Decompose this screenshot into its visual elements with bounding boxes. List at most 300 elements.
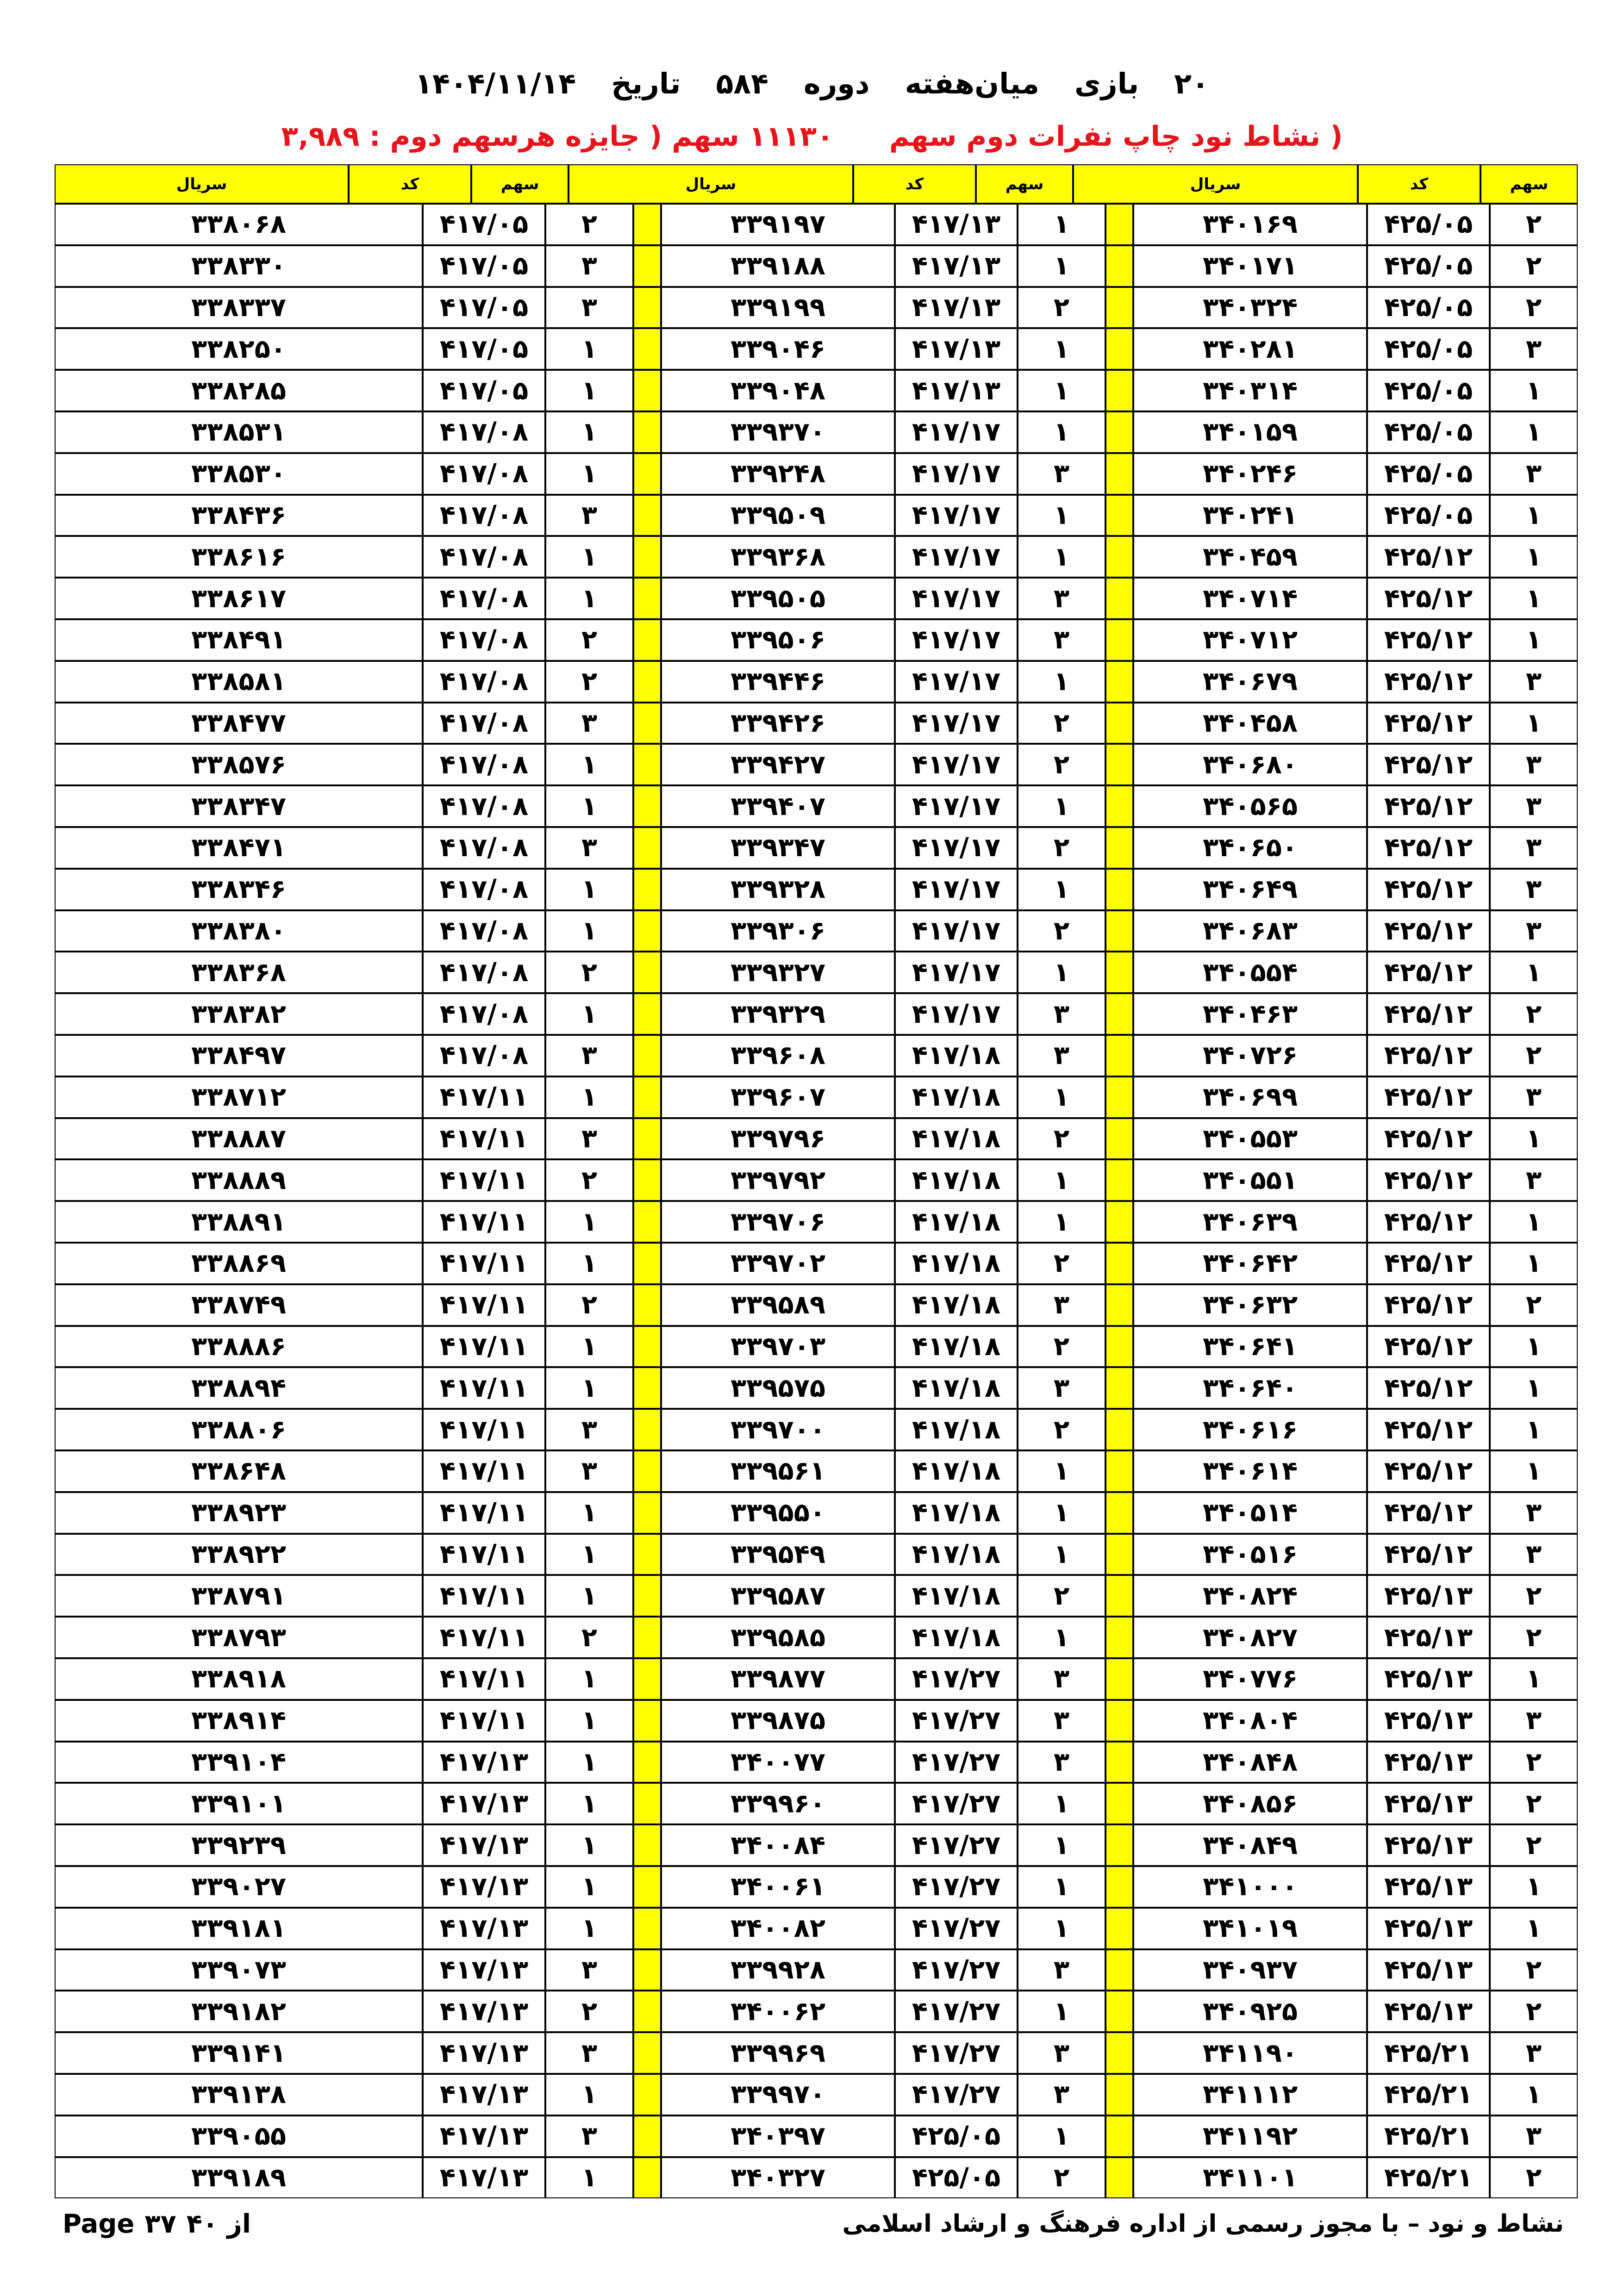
cell-code: ۴۲۵/۰۵	[1367, 370, 1490, 411]
separator-cell	[633, 1742, 661, 1783]
cell-serial: ۳۳۹۸۷۵	[661, 1700, 895, 1742]
cell-code: ۴۱۷/۱۸	[895, 1367, 1018, 1409]
separator-cell	[633, 1243, 661, 1284]
page-indicator	[62, 2203, 261, 2245]
cell-code: ۴۲۵/۱۲	[1367, 785, 1490, 827]
cell-code: ۴۲۵/۱۲	[1367, 1243, 1490, 1284]
cell-code: ۴۱۷/۱۱	[423, 1409, 545, 1450]
cell-serial: ۳۳۹۳۲۷	[661, 952, 895, 993]
cell-code: ۴۱۷/۱۱	[423, 1575, 545, 1617]
cell-code: ۴۱۷/۱۳	[423, 1742, 545, 1783]
cell-serial: ۳۳۹۱۳۸	[55, 2074, 423, 2116]
cell-serial: ۳۴۰۲۴۶	[1133, 453, 1367, 495]
cell-code: ۴۱۷/۰۸	[423, 785, 545, 827]
cell-serial: ۳۳۸۸۸۷	[55, 1118, 423, 1160]
cell-code: ۴۲۵/۰۵	[1367, 411, 1490, 453]
separator-cell	[633, 869, 661, 910]
cell-code: ۴۱۷/۱۱	[423, 1367, 545, 1409]
cell-share: ۳	[1018, 1367, 1106, 1409]
cell-share: ۱	[545, 453, 633, 495]
separator-cell	[1106, 1367, 1133, 1409]
cell-serial: ۳۳۹۷۰۰	[661, 1409, 895, 1450]
cell-code: ۴۱۷/۱۸	[895, 1409, 1018, 1450]
subtitle-line	[0, 111, 1624, 162]
cell-code: ۴۱۷/۱۸	[895, 1617, 1018, 1658]
cell-share: ۳	[1018, 2032, 1106, 2074]
separator-cell	[1106, 578, 1133, 619]
cell-share: ۲	[1018, 1118, 1106, 1160]
cell-serial: ۳۴۰۷۱۲	[1133, 619, 1367, 661]
cell-share: ۳	[545, 1118, 633, 1160]
cell-serial: ۳۳۹۱۸۱	[55, 1908, 423, 1949]
column-header-share: سهم	[1480, 164, 1578, 204]
cell-share: ۱	[1490, 2074, 1578, 2116]
cell-serial: ۳۳۹۶۰۸	[661, 1035, 895, 1076]
cell-code: ۴۱۷/۰۸	[423, 578, 545, 619]
page-total: از ۴۰	[186, 2209, 251, 2239]
cell-code: ۴۱۷/۱۸	[895, 1575, 1018, 1617]
cell-share: ۳	[1018, 578, 1106, 619]
cell-code: ۴۱۷/۱۷	[895, 869, 1018, 910]
cell-code: ۴۲۵/۰۵	[1367, 328, 1490, 370]
cell-serial: ۳۳۸۸۸۹	[55, 1159, 423, 1201]
cell-code: ۴۱۷/۱۸	[895, 1159, 1018, 1201]
separator-cell	[633, 1991, 661, 2032]
cell-code: ۴۲۵/۱۳	[1367, 1908, 1490, 1949]
cell-serial: ۳۳۹۹۲۸	[661, 1949, 895, 1991]
cell-serial: ۳۴۰۶۵۰	[1133, 827, 1367, 869]
cell-serial: ۳۴۰۳۱۴	[1133, 370, 1367, 411]
cell-code: ۴۱۷/۲۷	[895, 2032, 1018, 2074]
cell-code: ۴۱۷/۲۷	[895, 1783, 1018, 1824]
separator-cell	[633, 827, 661, 869]
cell-share: ۱	[1018, 1783, 1106, 1824]
separator-cell	[1106, 1534, 1133, 1575]
cell-serial: ۳۴۰۰۸۴	[661, 1824, 895, 1866]
cell-share: ۱	[1490, 1118, 1578, 1160]
cell-code: ۴۱۷/۱۱	[423, 1284, 545, 1326]
cell-share: ۱	[1490, 411, 1578, 453]
cell-code: ۴۱۷/۱۳	[423, 1783, 545, 1824]
cell-share: ۳	[1490, 1700, 1578, 1742]
cell-serial: ۳۴۰۶۸۳	[1133, 910, 1367, 952]
page-word: Page	[62, 2209, 135, 2239]
cell-serial: ۳۳۸۸۹۴	[55, 1367, 423, 1409]
separator-cell	[633, 1326, 661, 1368]
cell-code: ۴۱۷/۱۸	[895, 1035, 1018, 1076]
cell-share: ۳	[545, 245, 633, 287]
cell-serial: ۳۴۰۸۴۹	[1133, 1824, 1367, 1866]
cell-code: ۴۱۷/۱۸	[895, 1201, 1018, 1243]
separator-cell	[633, 1949, 661, 1991]
separator-cell	[633, 1575, 661, 1617]
cell-code: ۴۱۷/۱۸	[895, 1284, 1018, 1326]
cell-share: ۲	[1018, 1575, 1106, 1617]
separator-cell	[1106, 744, 1133, 785]
separator-cell	[1106, 536, 1133, 578]
column-header-serial: سریال	[55, 164, 349, 204]
cell-code: ۴۱۷/۱۱	[423, 1617, 545, 1658]
cell-serial: ۳۳۹۰۷۳	[55, 1949, 423, 1991]
cell-serial: ۳۴۰۸۲۷	[1133, 1617, 1367, 1658]
separator-cell	[1106, 1326, 1133, 1368]
cell-share: ۳	[1018, 993, 1106, 1035]
cell-serial: ۳۳۹۱۸۹	[55, 2157, 423, 2199]
cell-share: ۲	[1018, 703, 1106, 744]
cell-serial: ۳۴۰۸۵۶	[1133, 1783, 1367, 1824]
cell-code: ۴۱۷/۱۷	[895, 453, 1018, 495]
separator-cell	[633, 2116, 661, 2157]
cell-code: ۴۲۵/۰۵	[895, 2157, 1018, 2199]
cell-code: ۴۲۵/۱۲	[1367, 910, 1490, 952]
cell-serial: ۳۴۰۸۴۸	[1133, 1742, 1367, 1783]
cell-serial: ۳۴۰۱۷۱	[1133, 245, 1367, 287]
column-header-code: کد	[853, 164, 976, 204]
cell-code: ۴۱۷/۲۷	[895, 1742, 1018, 1783]
cell-share: ۱	[1018, 785, 1106, 827]
cell-serial: ۳۴۰۶۸۰	[1133, 744, 1367, 785]
cell-serial: ۳۴۰۵۱۴	[1133, 1492, 1367, 1534]
separator-cell	[1106, 1243, 1133, 1284]
cell-code: ۴۱۷/۰۸	[423, 536, 545, 578]
separator-cell	[1106, 827, 1133, 869]
cell-code: ۴۱۷/۱۱	[423, 1159, 545, 1201]
cell-serial: ۳۳۸۳۳۷	[55, 287, 423, 329]
separator-cell	[1106, 1866, 1133, 1908]
cell-serial: ۳۳۹۵۸۹	[661, 1284, 895, 1326]
separator-cell	[633, 2157, 661, 2199]
cell-code: ۴۲۵/۱۲	[1367, 869, 1490, 910]
cell-code: ۴۲۵/۱۲	[1367, 1492, 1490, 1534]
separator-cell	[1106, 1409, 1133, 1450]
separator-cell	[633, 1159, 661, 1201]
cell-code: ۴۲۵/۰۵	[1367, 245, 1490, 287]
date-value: ۱۴۰۴/۱۱/۱۴	[415, 66, 576, 100]
separator-cell	[1106, 1700, 1133, 1742]
cell-share: ۲	[545, 619, 633, 661]
separator-cell	[1106, 1824, 1133, 1866]
cell-share: ۱	[1018, 1908, 1106, 1949]
cell-code: ۴۱۷/۰۸	[423, 910, 545, 952]
cell-share: ۱	[545, 1326, 633, 1368]
cell-serial: ۳۴۰۶۱۶	[1133, 1409, 1367, 1450]
cell-serial: ۳۳۹۵۰۵	[661, 578, 895, 619]
cell-serial: ۳۳۸۴۷۷	[55, 703, 423, 744]
cell-share: ۳	[1490, 661, 1578, 703]
cell-share: ۲	[1018, 1409, 1106, 1450]
cell-serial: ۳۳۹۲۴۸	[661, 453, 895, 495]
cell-serial: ۳۴۰۸۰۴	[1133, 1700, 1367, 1742]
cell-serial: ۳۴۰۷۱۴	[1133, 578, 1367, 619]
cell-serial: ۳۳۸۷۴۹	[55, 1284, 423, 1326]
cell-share: ۳	[545, 1035, 633, 1076]
cell-code: ۴۱۷/۱۷	[895, 744, 1018, 785]
cell-serial: ۳۳۸۳۳۰	[55, 245, 423, 287]
separator-cell	[633, 2032, 661, 2074]
cell-serial: ۳۳۹۰۲۷	[55, 1866, 423, 1908]
cell-share: ۲	[1490, 1949, 1578, 1991]
cell-share: ۱	[545, 411, 633, 453]
cell-code: ۴۱۷/۱۳	[423, 1908, 545, 1949]
cell-share: ۱	[545, 578, 633, 619]
cell-code: ۴۲۵/۰۵	[1367, 204, 1490, 245]
cell-code: ۴۱۷/۱۷	[895, 578, 1018, 619]
cell-share: ۱	[545, 1658, 633, 1700]
separator-cell	[633, 245, 661, 287]
cell-code: ۴۲۵/۱۲	[1367, 1409, 1490, 1450]
cell-share: ۲	[1018, 744, 1106, 785]
separator-cell	[633, 328, 661, 370]
cell-share: ۱	[1018, 1076, 1106, 1118]
cell-code: ۴۲۵/۱۲	[1367, 1076, 1490, 1118]
cell-serial: ۳۳۹۰۴۸	[661, 370, 895, 411]
cell-serial: ۳۳۸۳۸۲	[55, 993, 423, 1035]
cell-share: ۱	[1490, 703, 1578, 744]
cell-code: ۴۱۷/۰۸	[423, 495, 545, 536]
separator-cell	[1106, 703, 1133, 744]
date-label: تاریخ	[611, 66, 681, 100]
cell-code: ۴۱۷/۰۸	[423, 453, 545, 495]
cell-share: ۳	[1490, 1534, 1578, 1575]
cell-code: ۴۱۷/۰۸	[423, 827, 545, 869]
cell-serial: ۳۴۰۰۷۷	[661, 1742, 895, 1783]
cell-code: ۴۲۵/۱۲	[1367, 578, 1490, 619]
cell-code: ۴۱۷/۱۸	[895, 1076, 1018, 1118]
cell-share: ۲	[1490, 1575, 1578, 1617]
cell-serial: ۳۳۸۳۴۶	[55, 869, 423, 910]
cell-share: ۳	[1018, 1949, 1106, 1991]
cell-share: ۱	[1018, 1866, 1106, 1908]
column-header-share: سهم	[471, 164, 568, 204]
separator-cell	[633, 785, 661, 827]
cell-code: ۴۱۷/۱۳	[895, 370, 1018, 411]
round-number: ۲۰	[1174, 66, 1209, 100]
cell-serial: ۳۴۰۰۶۱	[661, 1866, 895, 1908]
cell-share: ۳	[1018, 1658, 1106, 1700]
cell-serial: ۳۳۹۵۴۹	[661, 1534, 895, 1575]
cell-serial: ۳۳۹۵۰۹	[661, 495, 895, 536]
cell-code: ۴۲۵/۱۲	[1367, 536, 1490, 578]
cell-code: ۴۱۷/۰۸	[423, 1035, 545, 1076]
cell-code: ۴۱۷/۱۷	[895, 827, 1018, 869]
cell-share: ۱	[1490, 1326, 1578, 1368]
cell-code: ۴۱۷/۰۵	[423, 204, 545, 245]
cell-serial: ۳۳۹۵۰۶	[661, 619, 895, 661]
cell-serial: ۳۳۹۱۹۷	[661, 204, 895, 245]
cell-share: ۱	[1018, 952, 1106, 993]
cell-code: ۴۱۷/۱۷	[895, 619, 1018, 661]
cell-share: ۳	[545, 287, 633, 329]
page-number: ۳۷	[144, 2209, 176, 2239]
cell-code: ۴۲۵/۱۳	[1367, 1575, 1490, 1617]
cell-share: ۲	[545, 204, 633, 245]
separator-cell	[1106, 411, 1133, 453]
cell-code: ۴۱۷/۱۸	[895, 1326, 1018, 1368]
cell-serial: ۳۳۸۹۱۴	[55, 1700, 423, 1742]
separator-cell	[633, 661, 661, 703]
cell-serial: ۳۳۹۳۲۸	[661, 869, 895, 910]
cell-serial: ۳۳۸۳۶۸	[55, 952, 423, 993]
cell-share: ۱	[1018, 2116, 1106, 2157]
cell-share: ۳	[545, 2116, 633, 2157]
cell-share: ۱	[1018, 1617, 1106, 1658]
separator-cell	[633, 619, 661, 661]
cell-serial: ۳۳۹۲۳۹	[55, 1824, 423, 1866]
cell-share: ۳	[1490, 744, 1578, 785]
cell-share: ۱	[545, 1866, 633, 1908]
separator-cell	[1106, 1159, 1133, 1201]
cell-code: ۴۱۷/۱۱	[423, 1118, 545, 1160]
cell-code: ۴۲۵/۰۵	[1367, 495, 1490, 536]
cell-code: ۴۱۷/۲۷	[895, 1824, 1018, 1866]
cell-serial: ۳۳۸۹۱۸	[55, 1658, 423, 1700]
cell-serial: ۳۳۸۵۳۱	[55, 411, 423, 453]
separator-cell	[633, 1534, 661, 1575]
cell-serial: ۳۳۸۷۹۳	[55, 1617, 423, 1658]
subtitle-right: ۱۱۱۳۰ سهم ( جایزه هرسهم دوم : ۳,۹۸۹	[281, 120, 834, 153]
cell-share: ۱	[1490, 495, 1578, 536]
publisher-note: نشاط و نود – با مجوز رسمی از اداره فرهنگ و ارشاد اسلامی	[842, 2210, 1564, 2238]
cell-code: ۴۲۵/۱۲	[1367, 703, 1490, 744]
cell-serial: ۳۳۸۶۴۸	[55, 1450, 423, 1492]
separator-cell	[633, 993, 661, 1035]
separator-cell	[1106, 993, 1133, 1035]
cell-code: ۴۱۷/۲۷	[895, 1908, 1018, 1949]
cell-serial: ۳۴۰۵۱۶	[1133, 1534, 1367, 1575]
cell-serial: ۳۳۹۵۶۱	[661, 1450, 895, 1492]
cell-code: ۴۱۷/۰۸	[423, 952, 545, 993]
cell-serial: ۳۳۹۱۸۸	[661, 245, 895, 287]
cell-code: ۴۲۵/۱۲	[1367, 1450, 1490, 1492]
separator-cell	[1106, 1991, 1133, 2032]
cell-serial: ۳۳۹۷۹۶	[661, 1118, 895, 1160]
cell-code: ۴۱۷/۱۷	[895, 910, 1018, 952]
cell-code: ۴۱۷/۱۷	[895, 993, 1018, 1035]
cell-serial: ۳۴۰۶۳۲	[1133, 1284, 1367, 1326]
cell-share: ۱	[1018, 1991, 1106, 2032]
cell-serial: ۳۳۹۹۷۰	[661, 2074, 895, 2116]
cell-serial: ۳۴۰۶۳۹	[1133, 1201, 1367, 1243]
cell-serial: ۳۳۹۷۰۳	[661, 1326, 895, 1368]
cell-code: ۴۱۷/۱۳	[423, 1866, 545, 1908]
cell-serial: ۳۳۹۳۰۶	[661, 910, 895, 952]
cell-share: ۱	[1490, 952, 1578, 993]
cell-serial: ۳۳۸۳۴۷	[55, 785, 423, 827]
cell-share: ۲	[1490, 245, 1578, 287]
separator-cell	[1106, 1284, 1133, 1326]
separator-cell	[1106, 2032, 1133, 2074]
game-label: بازی	[1074, 66, 1139, 100]
cell-serial: ۳۳۹۰۴۶	[661, 328, 895, 370]
period-label: دوره	[803, 66, 870, 100]
separator-cell	[633, 495, 661, 536]
cell-serial: ۳۳۸۸۰۶	[55, 1409, 423, 1450]
cell-serial: ۳۳۸۵۸۱	[55, 661, 423, 703]
cell-share: ۲	[1490, 993, 1578, 1035]
cell-serial: ۳۴۱۰۰۰	[1133, 1866, 1367, 1908]
cell-serial: ۳۳۹۳۷۰	[661, 411, 895, 453]
cell-code: ۴۱۷/۱۷	[895, 411, 1018, 453]
cell-code: ۴۲۵/۱۲	[1367, 619, 1490, 661]
cell-share: ۱	[1018, 1824, 1106, 1866]
cell-serial: ۳۴۰۶۱۴	[1133, 1450, 1367, 1492]
separator-cell	[633, 453, 661, 495]
cell-code: ۴۱۷/۰۸	[423, 619, 545, 661]
cell-share: ۱	[545, 328, 633, 370]
column-header-share: سهم	[976, 164, 1073, 204]
separator-cell	[633, 370, 661, 411]
cell-code: ۴۱۷/۰۸	[423, 869, 545, 910]
separator-cell	[633, 1118, 661, 1160]
cell-share: ۳	[1490, 1076, 1578, 1118]
cell-share: ۳	[545, 703, 633, 744]
cell-serial: ۳۳۹۴۲۶	[661, 703, 895, 744]
cell-serial: ۳۴۰۳۲۷	[661, 2157, 895, 2199]
cell-share: ۱	[545, 536, 633, 578]
cell-share: ۳	[1018, 1742, 1106, 1783]
separator-cell	[1106, 1658, 1133, 1700]
cell-share: ۳	[1018, 1700, 1106, 1742]
cell-serial: ۳۳۸۶۱۶	[55, 536, 423, 578]
cell-code: ۴۱۷/۱۳	[423, 1991, 545, 2032]
cell-share: ۱	[1490, 1658, 1578, 1700]
cell-code: ۴۲۵/۱۳	[1367, 1949, 1490, 1991]
cell-code: ۴۲۵/۱۲	[1367, 1326, 1490, 1368]
cell-code: ۴۲۵/۱۲	[1367, 1035, 1490, 1076]
cell-code: ۴۱۷/۱۱	[423, 1700, 545, 1742]
cell-share: ۱	[1018, 411, 1106, 453]
cell-share: ۱	[1018, 1450, 1106, 1492]
cell-code: ۴۱۷/۰۵	[423, 287, 545, 329]
cell-share: ۱	[545, 785, 633, 827]
cell-code: ۴۱۷/۱۳	[895, 287, 1018, 329]
cell-serial: ۳۴۱۱۹۰	[1133, 2032, 1367, 2074]
cell-code: ۴۱۷/۱۱	[423, 1326, 545, 1368]
separator-cell	[1106, 1450, 1133, 1492]
cell-share: ۲	[1018, 287, 1106, 329]
cell-serial: ۳۴۰۸۲۴	[1133, 1575, 1367, 1617]
cell-serial: ۳۳۸۲۸۵	[55, 370, 423, 411]
results-table	[55, 164, 1578, 2193]
cell-serial: ۳۳۹۵۵۰	[661, 1492, 895, 1534]
separator-cell	[633, 1367, 661, 1409]
cell-share: ۲	[1018, 910, 1106, 952]
cell-code: ۴۱۷/۱۱	[423, 1201, 545, 1243]
separator-cell	[1106, 245, 1133, 287]
cell-share: ۳	[1490, 2032, 1578, 2074]
cell-serial: ۳۳۸۵۳۰	[55, 453, 423, 495]
cell-code: ۴۱۷/۱۱	[423, 1243, 545, 1284]
cell-share: ۱	[545, 993, 633, 1035]
cell-share: ۱	[545, 370, 633, 411]
separator-cell	[1106, 287, 1133, 329]
column-header-code: کد	[349, 164, 471, 204]
cell-share: ۱	[545, 744, 633, 785]
cell-serial: ۳۴۰۱۵۹	[1133, 411, 1367, 453]
cell-serial: ۳۳۸۰۶۸	[55, 204, 423, 245]
cell-serial: ۳۴۰۴۵۸	[1133, 703, 1367, 744]
separator-cell	[1106, 1076, 1133, 1118]
cell-code: ۴۲۵/۱۳	[1367, 1866, 1490, 1908]
cell-serial: ۳۳۹۳۲۹	[661, 993, 895, 1035]
cell-share: ۱	[545, 1367, 633, 1409]
cell-code: ۴۲۵/۲۱	[1367, 2116, 1490, 2157]
cell-share: ۱	[545, 1492, 633, 1534]
separator-cell	[633, 1658, 661, 1700]
cell-serial: ۳۳۹۴۲۷	[661, 744, 895, 785]
column-header-code: کد	[1358, 164, 1480, 204]
cell-serial: ۳۳۸۲۵۰	[55, 328, 423, 370]
